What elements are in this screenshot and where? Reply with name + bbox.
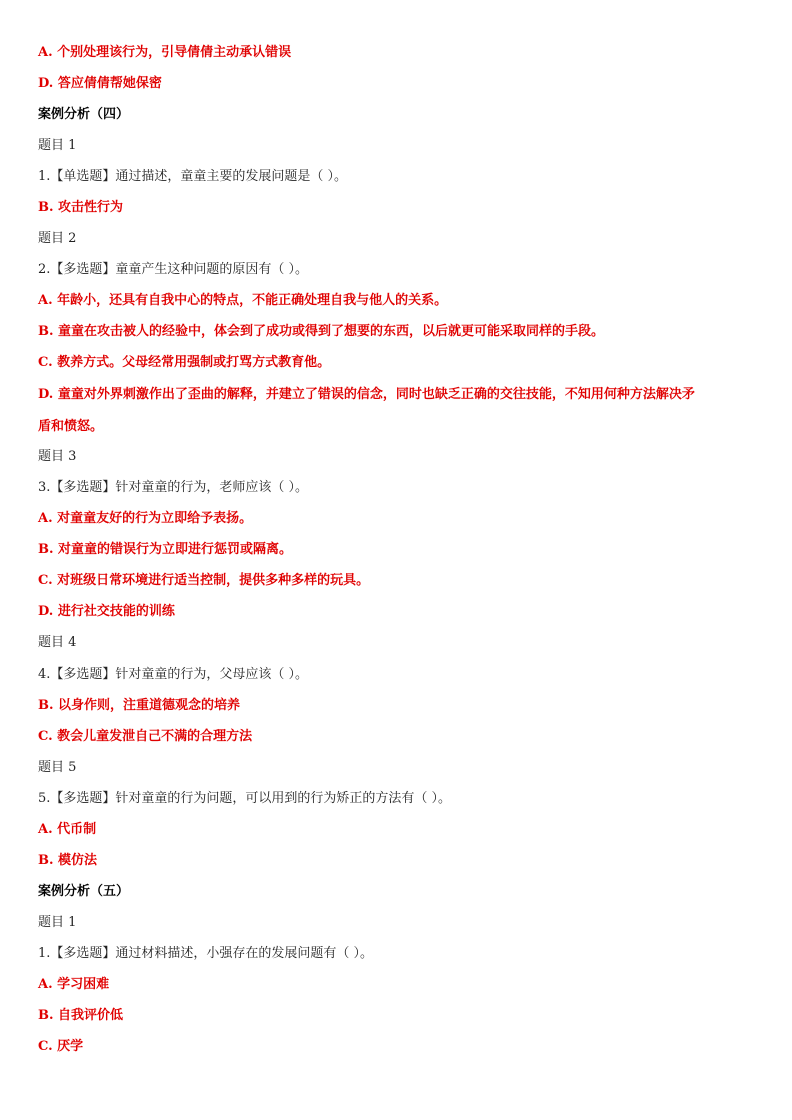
answer-line: D. 答应倩倩帮她保密 (38, 76, 162, 91)
answer-line: C. 教养方式。父母经常用强制或打骂方式教育他。 (38, 355, 331, 370)
topic-label: 题目 4 (38, 635, 77, 650)
question-line: 2.【多选题】童童产生这种问题的原因有（ ）。 (38, 262, 309, 277)
answer-line: A. 学习困难 (38, 977, 110, 992)
answer-line: B. 模仿法 (38, 853, 98, 868)
answer-line: B. 以身作则，注重道德观念的培养 (38, 698, 241, 713)
answer-line: D. 进行社交技能的训练 (38, 604, 175, 619)
topic-label: 题目 3 (38, 449, 77, 464)
answer-line: C. 对班级日常环境进行适当控制，提供多种多样的玩具。 (38, 573, 370, 588)
answer-line: B. 自我评价低 (38, 1008, 124, 1023)
answer-line: A. 年龄小，还具有自我中心的特点，不能正确处理自我与他人的关系。 (38, 293, 448, 308)
question-line: 4.【多选题】针对童童的行为，父母应该（ ）。 (38, 667, 309, 682)
topic-label: 题目 5 (38, 760, 77, 775)
answer-line: A. 对童童友好的行为立即给予表扬。 (38, 511, 253, 526)
answer-line: B. 童童在攻击被人的经验中，体会到了成功或得到了想要的东西，以后就更可能采取同样的手段。 (38, 324, 605, 339)
topic-label: 题目 2 (38, 231, 77, 246)
answer-line: A. 个别处理该行为，引导倩倩主动承认错误 (38, 45, 292, 60)
question-line: 1.【多选题】通过材料描述，小强存在的发展问题有（ ）。 (38, 946, 374, 961)
topic-label: 题目 1 (38, 138, 77, 153)
answer-line: C. 厌学 (38, 1039, 84, 1054)
answer-line: B. 对童童的错误行为立即进行惩罚或隔离。 (38, 542, 293, 557)
question-line: 1.【单选题】通过描述，童童主要的发展问题是（ ）。 (38, 169, 348, 184)
answer-line: D. 童童对外界刺激作出了歪曲的解释，并建立了错误的信念，同时也缺乏正确的交往技能，不知用何种方法解决矛 (38, 387, 695, 402)
answer-line-continuation: 盾和愤怒。 (38, 419, 104, 434)
topic-label: 题目 1 (38, 915, 77, 930)
question-line: 5.【多选题】针对童童的行为问题，可以用到的行为矫正的方法有（ ）。 (38, 791, 452, 806)
section-heading: 案例分析（四） (38, 107, 130, 122)
section-heading: 案例分析（五） (38, 884, 130, 899)
answer-line: B. 攻击性行为 (38, 200, 124, 215)
question-line: 3.【多选题】针对童童的行为，老师应该（ ）。 (38, 480, 309, 495)
answer-line: C. 教会儿童发泄自己不满的合理方法 (38, 729, 253, 744)
answer-line: A. 代币制 (38, 822, 97, 837)
